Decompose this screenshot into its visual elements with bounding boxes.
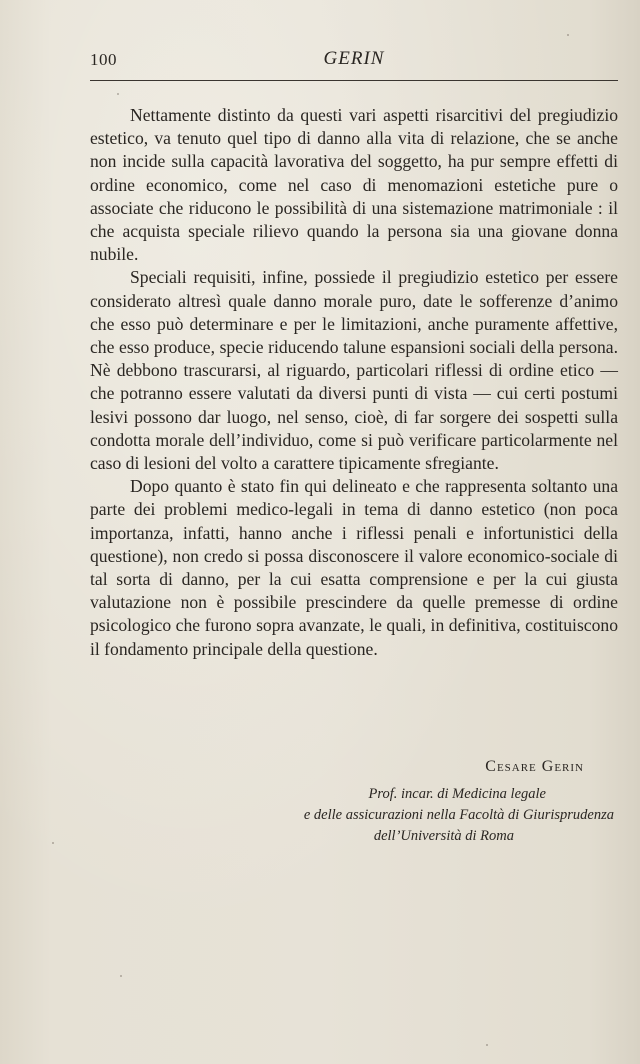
paper-speck xyxy=(486,1044,488,1046)
page-header xyxy=(90,48,618,78)
body-text xyxy=(90,104,618,661)
affiliation-line: e delle assicurazioni nella Facoltà di Giurisprudenza xyxy=(303,807,614,823)
paragraph: Nettamente distinto da questi vari aspetti risarcitivi del pregiudizio estetico, va tenuto quel tipo di danno alla vita di relazione, che se anche non incide sulla capacità lavorativa del soggetto, ha pur sempre effetti di ordine economico, come nel caso di menomazioni estetiche pure o associate che riducono le possibilità di una sistemazione matrimoniale : il che acquista speciale rilievo quando la persona sia una giovane donna nubile. xyxy=(90,105,618,265)
paper-speck xyxy=(567,34,569,36)
header-rule xyxy=(90,80,618,81)
paper-speck xyxy=(117,93,119,95)
affiliation-line: dell’Università di Roma xyxy=(373,828,514,844)
running-head: GERIN xyxy=(323,48,385,69)
paper-speck xyxy=(120,975,122,977)
paper-speck xyxy=(52,842,54,844)
author-name: Cesare Gerin xyxy=(485,758,584,775)
paragraph: Dopo quanto è stato fin qui delineato e che rappresenta soltanto una parte dei problemi medico-legali in tema di danno estetico (non poca importanza, infatti, hanno anche i riflessi penali e infortunistici della questione), non credo si possa disconoscere il valore economico-sociale di tal sorta di danno, per la cui esatta comprensione e per la cui giusta valutazione non è possibile prescindere da quelle premesse di ordine psicologico che furono sopra avanzate, le quali, in definitiva, costituiscono il fondamento principale della questione. xyxy=(90,476,618,659)
signature-block xyxy=(90,758,614,847)
affiliation-line: Prof. incar. di Medicina legale xyxy=(368,786,546,802)
author-affiliation xyxy=(90,784,614,847)
page-number: 100 xyxy=(90,50,117,69)
paragraph: Speciali requisiti, infine, possiede il pregiudizio estetico per essere considerato altresì quale danno morale puro, date le sofferenze d’animo che esso può determinare e per le limitazioni, anche puramente affettive, che esso produce, specie riducendo talune espansioni sociali della persona. Nè debbono trascurarsi, al riguardo, particolari riflessi di ordine etico — che potranno essere valutati da diversi punti di vista — cui certi postumi lesivi possono dar luogo, nel senso, cioè, di far sorgere dei sospetti sulla condotta morale dell’individuo, come si può verificare particolarmente nel caso di lesioni del volto a carattere tipicamente sfregiante. xyxy=(90,267,618,474)
